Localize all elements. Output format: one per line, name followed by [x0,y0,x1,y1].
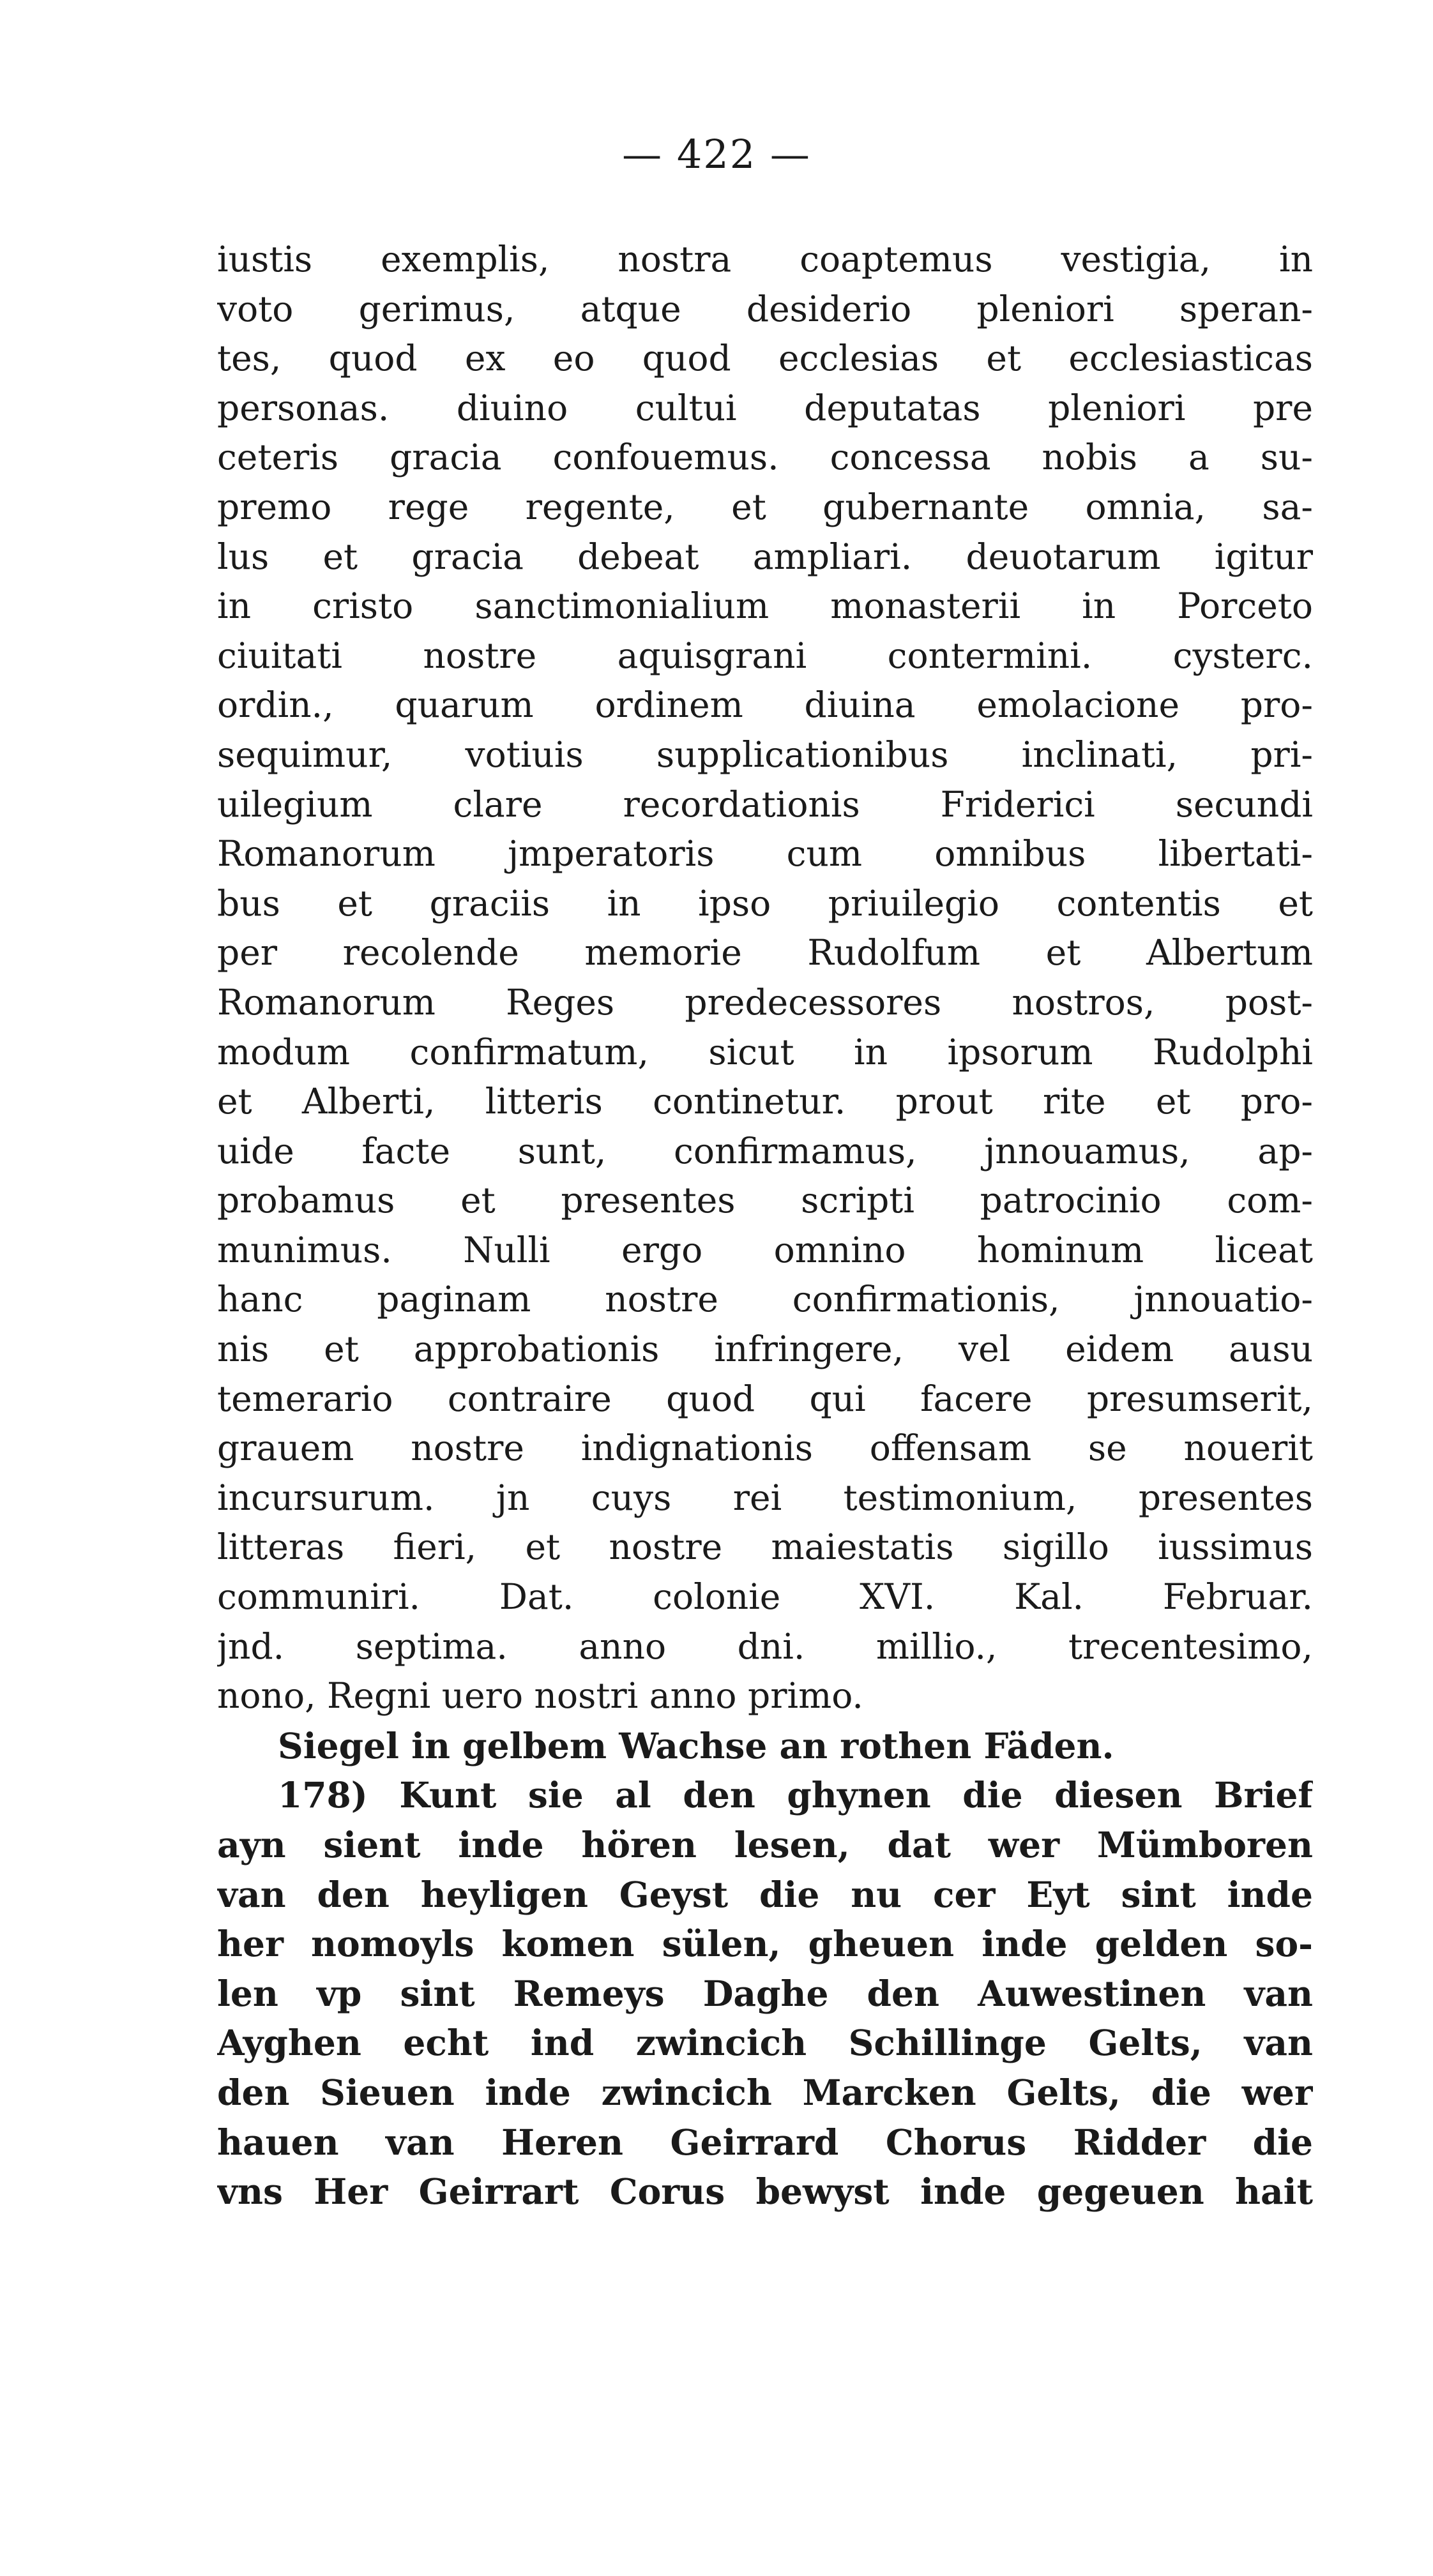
latin-text-line: uilegium clare recordationis Friderici secundi [217,783,1313,825]
latin-text-line: lus et gracia debeat ampliari. deuotarum igitur [217,536,1313,577]
latin-text-line: nono, Regni uero nostri anno primo. [217,1675,863,1717]
latin-text-line: in cristo sanctimonialium monasterii in Porceto [217,585,1313,627]
latin-text-line: bus et graciis in ipso priuilegio contentis et [217,882,1313,924]
latin-text-line: litteras fieri, et nostre maiestatis sigillo iussimus [217,1526,1313,1568]
german-text-line: ayn sient inde hören lesen, dat wer Mümboren [217,1824,1313,1865]
latin-text-line: communiri. Dat. colonie XVI. Kal. Februar. [217,1576,1313,1618]
latin-text-line: munimus. Nulli ergo omnino hominum liceat [217,1229,1313,1270]
latin-text-line: ordin., quarum ordinem diuina emolacione pro- [217,684,1313,726]
document-body [217,235,1313,2217]
latin-text-line: voto gerimus, atque desiderio pleniori speran- [217,288,1313,329]
latin-text-line: premo rege regente, et gubernante omnia, sa- [217,486,1313,527]
latin-text-line: Romanorum Reges predecessores nostros, post- [217,981,1313,1023]
german-text-line: len vp sint Remeys Daghe den Auwestinen van [217,1972,1313,2014]
latin-text-line: modum confirmatum, sicut in ipsorum Rudolphi [217,1031,1313,1073]
latin-text-line: ceteris gracia confouemus. concessa nobis a su- [217,437,1313,478]
german-text-line: den Sieuen inde zwincich Marcken Gelts, die wer [217,2071,1313,2113]
latin-text-line: temerario contraire quod qui facere presumserit, [217,1378,1313,1419]
seal-note-line: Siegel in gelbem Wachse an rothen Fäden. [278,1724,1114,1766]
latin-text-line: iustis exemplis, nostra coaptemus vestigia, in [217,239,1313,280]
latin-text-line: uide facte sunt, confirmamus, jnnouamus, ap- [217,1130,1313,1171]
german-text-line: her nomoyls komen sülen, gheuen inde gelden so- [217,1923,1313,1965]
latin-text-line: personas. diuino cultui deputatas pleniori pre [217,387,1313,428]
latin-text-line: tes, quod ex eo quod ecclesias et ecclesiasticas [217,338,1313,379]
latin-text-line: et Alberti, litteris continetur. prout rite et pro- [217,1081,1313,1122]
latin-text-line: nis et approbationis infringere, vel eidem ausu [217,1329,1313,1370]
latin-text-line: incursurum. jn cuys rei testimonium, presentes [217,1477,1313,1518]
latin-text-line: jnd. septima. anno dni. millio., trecentesimo, [217,1625,1313,1667]
german-text-line: 178) Kunt sie al den ghynen die diesen Brief [278,1774,1313,1816]
german-text-line: van den heyligen Geyst die nu cer Eyt sint inde [217,1873,1313,1915]
latin-text-line: probamus et presentes scripti patrocinio com- [217,1180,1313,1221]
latin-text-line: sequimur, votiuis supplicationibus inclinati, pri- [217,734,1313,775]
latin-text-line: grauem nostre indignationis offensam se nouerit [217,1427,1313,1469]
german-text-line: vns Her Geirrart Corus bewyst inde gegeuen hait [217,2171,1313,2213]
latin-text-line: ciuitati nostre aquisgrani contermini. cysterc. [217,635,1313,676]
german-text-line: hauen van Heren Geirrard Chorus Ridder die [217,2121,1313,2163]
latin-text-line: per recolende memorie Rudolfum et Albertum [217,932,1313,974]
page-number: — 422 — [622,131,811,177]
german-text-line: Ayghen echt ind zwincich Schillinge Gelts, van [217,2022,1313,2064]
latin-text-line: hanc paginam nostre confirmationis, jnnouatio- [217,1279,1313,1320]
latin-text-line: Romanorum jmperatoris cum omnibus libertati- [217,833,1313,875]
